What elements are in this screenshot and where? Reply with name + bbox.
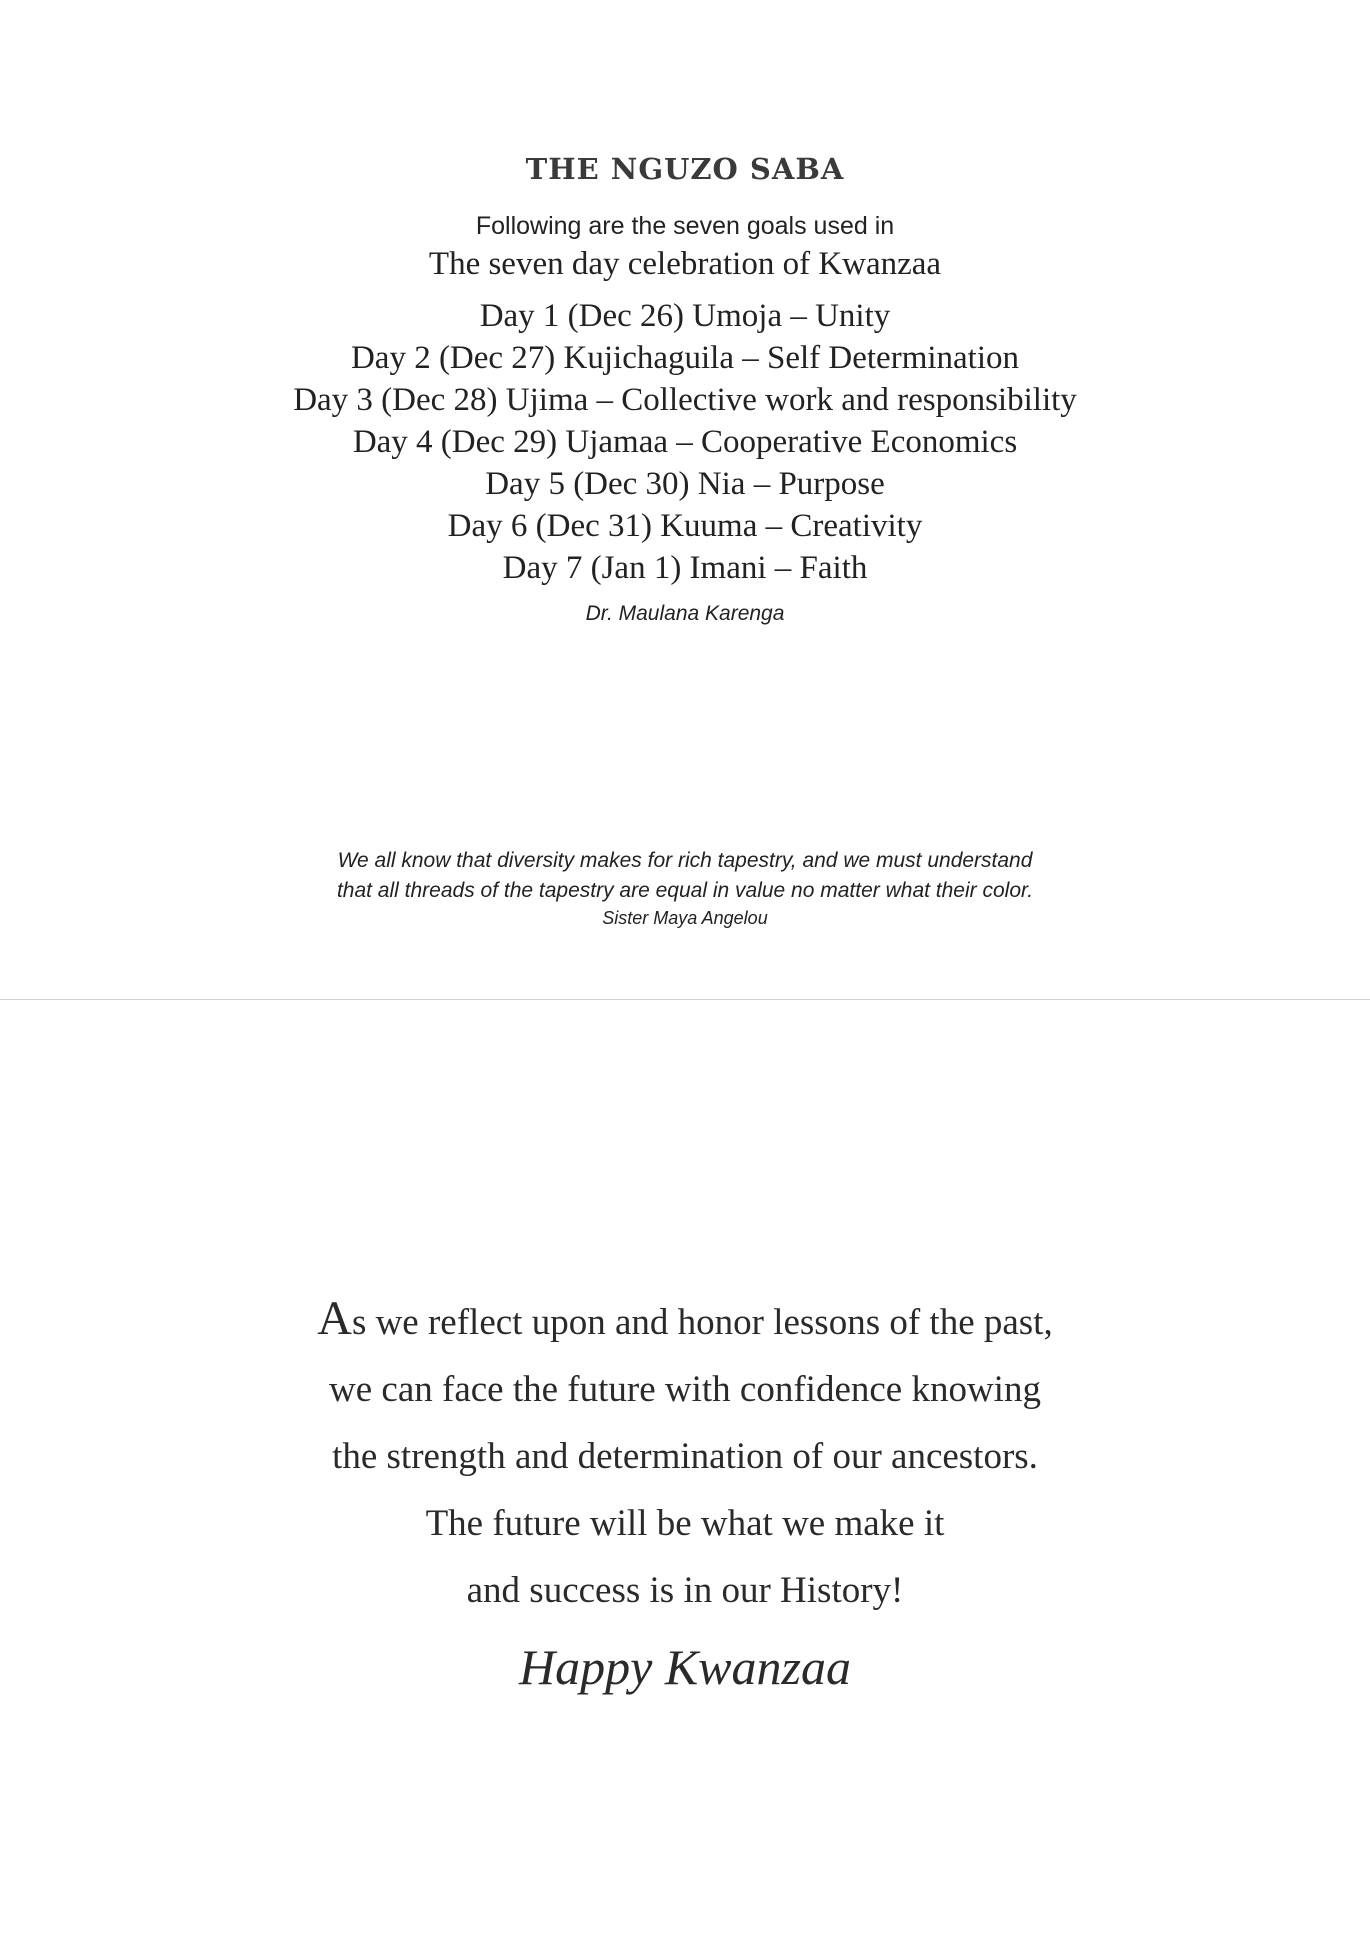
- message-line: and success is in our History!: [466, 1570, 904, 1611]
- message-line: we can face the future with confidence knowing: [329, 1369, 1041, 1410]
- day-item: Day 5 (Dec 30) Nia – Purpose: [485, 466, 885, 502]
- quote-author: Sister Maya Angelou: [602, 908, 768, 928]
- fold-divider: [0, 999, 1370, 1000]
- day-item: Day 3 (Dec 28) Ujima – Collective work and responsibility: [293, 382, 1077, 418]
- days-list: [0, 295, 1370, 589]
- day-item: Day 1 (Dec 26) Umoja – Unity: [479, 298, 891, 334]
- quote: [0, 846, 1370, 906]
- message-line: The future will be what we make it: [425, 1503, 945, 1544]
- day-item: Day 7 (Jan 1) Imani – Faith: [502, 550, 868, 586]
- intro-line-1: Following are the seven goals used in: [475, 212, 895, 240]
- message-line-1-text: s we reflect upon and honor lessons of the past,: [351, 1302, 1053, 1343]
- drop-cap: A: [317, 1292, 352, 1345]
- closing-message: [0, 1285, 1370, 1624]
- message-line: [0, 1285, 1370, 1356]
- intro-line-2: The seven day celebration of Kwanzaa: [428, 246, 942, 282]
- day-item: Day 4 (Dec 29) Ujamaa – Cooperative Economics: [352, 424, 1018, 460]
- day-item: Day 2 (Dec 27) Kujichaguila – Self Determination: [350, 340, 1020, 376]
- quote-line: that all threads of the tapestry are equal in value no matter what their color.: [336, 879, 1034, 902]
- quote-line: We all know that diversity makes for rich tapestry, and we must understand: [337, 849, 1033, 872]
- attribution: Dr. Maulana Karenga: [585, 602, 785, 625]
- message-line: the strength and determination of our ancestors.: [332, 1436, 1038, 1477]
- page-title: THE NGUZO SABA: [525, 152, 845, 186]
- greeting: Happy Kwanzaa: [519, 1639, 851, 1695]
- day-item: Day 6 (Dec 31) Kuuma – Creativity: [447, 508, 923, 544]
